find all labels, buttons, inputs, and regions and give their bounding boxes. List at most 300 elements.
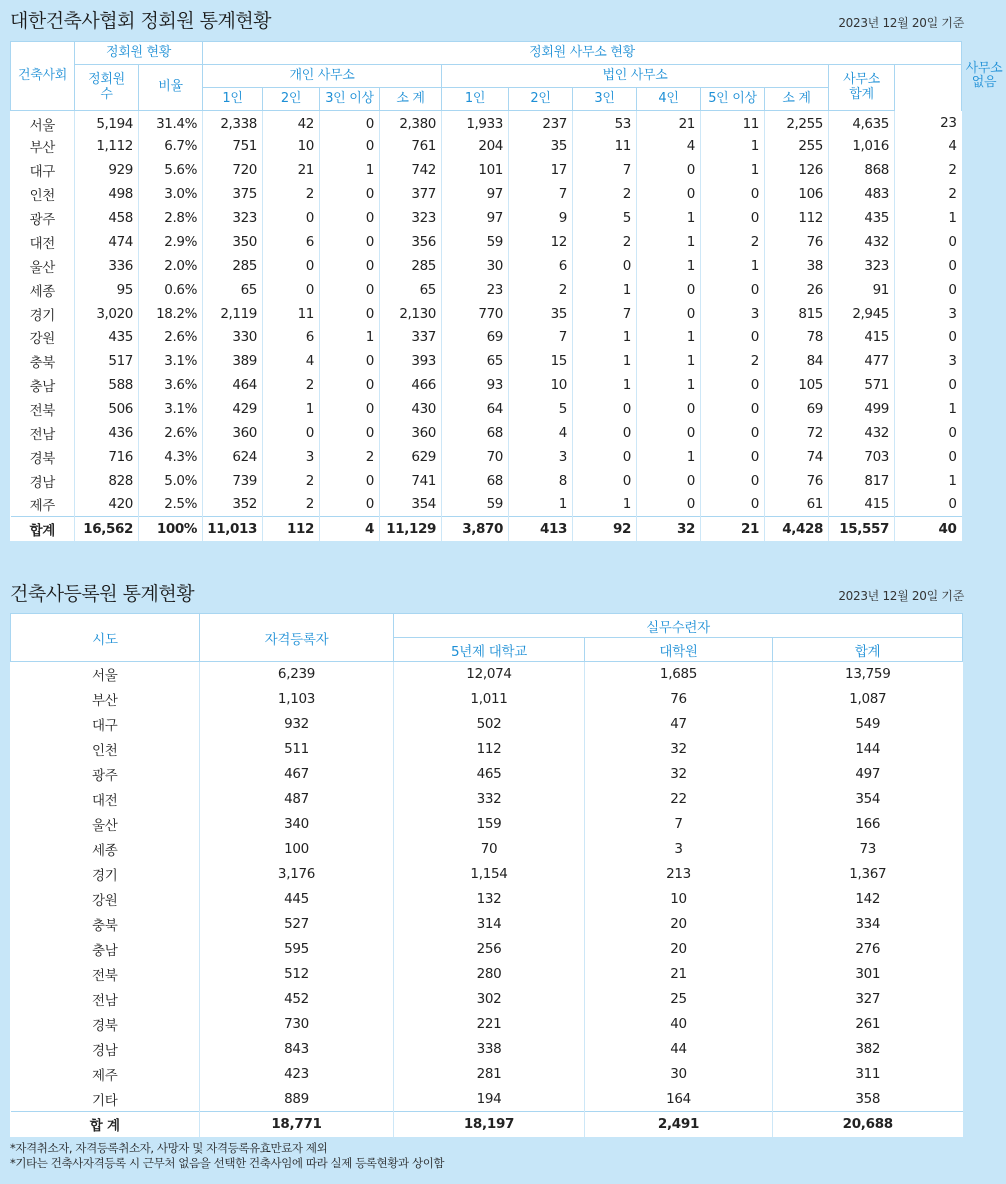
value-cell: 0	[701, 182, 765, 206]
value-cell: 595	[200, 937, 394, 962]
region-cell: 경북	[92, 1018, 118, 1034]
value-cell: 22	[585, 787, 773, 812]
value-cell: 1	[573, 349, 637, 373]
table-row	[11, 373, 962, 397]
value-cell: 0	[320, 421, 380, 445]
value-cell: 70	[394, 837, 585, 862]
value-cell: 464	[203, 373, 263, 397]
value-cell: 18.2%	[139, 302, 203, 326]
value-cell: 375	[203, 182, 263, 206]
value-cell: 477	[829, 349, 895, 373]
value-cell: 72	[765, 421, 829, 445]
value-cell: 280	[394, 962, 585, 987]
table-row	[11, 445, 962, 469]
registration-stats-header	[0, 573, 978, 611]
table-row	[11, 762, 963, 787]
value-cell: 2	[509, 278, 573, 302]
value-cell: 132	[394, 887, 585, 912]
value-cell: 742	[380, 158, 442, 182]
value-cell: 413	[509, 517, 573, 541]
value-cell: 629	[380, 445, 442, 469]
member-stats-table: 건축사회 정회원 현황 정회원 사무소 현황 사무소 없음 정회원 수 비율 개인 사무소 법인 사무소 사무소 합계 1인 2인 3인 이상 소 계 1인 2인 3인 4인 5인 이상 소 계 서울 5,194 31.4% 2,338 42 0 2,380 1,933 237 53 21 11 2,255 4,635 23 부산 1,112 6.7% 751 10 0 761 204 35 11 4 1 255 1,016 4 대구 929 5.6% 720 21 1 742 101 17 7 0 1 126 868 2 인천 498 3.0% 375 2 0 377 97 7 2 0 0 106 483 2 광주 458 2.8% 323 0 0 323 97 9 5 1 0 112 435 1 대전 474 2.9% 350 6 0 356 59 12 2 1 2 76 432 0 울산 336 2.0% 285 0 0 285 30 6 0 1 1 38 323 0 세종 95 0.6% 65 0 0 65 23 2 1 0 0 26 91 0 경기 3,020 18.2% 2,119 11 0 2,130 770 35 7 0 3 815 2,945 3 강원 435 2.6% 330 6 1 337 69 7 1 1 0 78 415 0 충북 517 3.1% 389 4 0 393 65 15 1 1 2 84 477 3 충남 588 3.6% 464 2 0 466 93 10 1 1 0 105 571 0 전북 506 3.1% 429 1 0 430 64 5 0 0 0 69 499 1 전남 436 2.6% 360 0 0 360 68 4 0 0 0 72 432 0 경북 716 4.3% 624 3 2 629 70 3 0 1 0 74 703 0 경남 828 5.0% 739 2 0 741 68 8 0 0 0 76 817 1 제주 420 2.5% 352 2 0 354 59 1 1 0 0 61 415 0 합계 16,562 100% 11,013 112 4 11,129 3,870 413 92 32 21 4,428 15,557 40	[10, 41, 962, 541]
value-cell: 2	[573, 230, 637, 254]
value-cell: 3	[701, 302, 765, 326]
value-cell: 337	[380, 326, 442, 350]
value-cell: 4,635	[829, 111, 895, 135]
value-cell: 1	[895, 469, 962, 493]
value-cell: 76	[765, 230, 829, 254]
region-cell: 제주	[29, 498, 55, 515]
value-cell: 1	[320, 326, 380, 350]
value-cell: 0	[637, 182, 701, 206]
value-cell: 276	[773, 937, 963, 962]
value-cell: 467	[200, 762, 394, 787]
value-cell: 741	[380, 469, 442, 493]
value-cell: 0	[637, 302, 701, 326]
value-cell: 2,491	[585, 1112, 773, 1137]
value-cell: 4.3%	[139, 445, 203, 469]
value-cell: 91	[829, 278, 895, 302]
value-cell: 0	[637, 278, 701, 302]
value-cell: 549	[773, 712, 963, 737]
value-cell: 0	[320, 493, 380, 517]
value-cell: 3	[585, 837, 773, 862]
value-cell: 12	[509, 230, 573, 254]
value-cell: 0	[895, 230, 962, 254]
table-row	[11, 1062, 963, 1087]
value-cell: 21	[701, 517, 765, 541]
region-cell: 울산	[92, 818, 118, 834]
value-cell: 502	[394, 712, 585, 737]
value-cell: 2	[895, 158, 962, 182]
value-cell: 76	[585, 687, 773, 712]
value-cell: 932	[200, 712, 394, 737]
header-ratio: 비율	[139, 65, 203, 111]
value-cell: 144	[773, 737, 963, 762]
footnotes	[10, 1141, 444, 1171]
value-cell: 389	[203, 349, 263, 373]
value-cell: 323	[203, 206, 263, 230]
header-registered: 자격등록자	[200, 614, 394, 662]
registration-stats-date: 2023년 12월 20일 기준	[838, 589, 964, 603]
value-cell: 377	[380, 182, 442, 206]
value-cell: 5.0%	[139, 469, 203, 493]
value-cell: 817	[829, 469, 895, 493]
value-cell: 356	[380, 230, 442, 254]
header-trainees: 실무수련자	[394, 614, 963, 638]
table-row	[11, 397, 962, 421]
value-cell: 311	[773, 1062, 963, 1087]
value-cell: 0.6%	[139, 278, 203, 302]
value-cell: 420	[75, 493, 139, 517]
value-cell: 285	[203, 254, 263, 278]
value-cell: 78	[765, 326, 829, 350]
value-cell: 0	[320, 278, 380, 302]
value-cell: 112	[765, 206, 829, 230]
value-cell: 6	[263, 326, 320, 350]
value-cell: 112	[263, 517, 320, 541]
region-cell: 충남	[92, 943, 118, 959]
value-cell: 69	[765, 397, 829, 421]
region-cell: 부산	[29, 140, 55, 157]
value-cell: 751	[203, 134, 263, 158]
value-cell: 59	[442, 493, 509, 517]
value-cell: 20	[585, 912, 773, 937]
value-cell: 2	[701, 230, 765, 254]
value-cell: 739	[203, 469, 263, 493]
value-cell: 2.5%	[139, 493, 203, 517]
header-ind-1: 1인	[203, 88, 263, 111]
value-cell: 10	[585, 887, 773, 912]
value-cell: 498	[75, 182, 139, 206]
value-cell: 1	[701, 254, 765, 278]
value-cell: 511	[200, 737, 394, 762]
value-cell: 1	[895, 397, 962, 421]
value-cell: 7	[573, 158, 637, 182]
value-cell: 0	[701, 493, 765, 517]
value-cell: 0	[320, 397, 380, 421]
value-cell: 70	[442, 445, 509, 469]
header-office-total: 사무소 합계	[829, 65, 895, 111]
value-cell: 25	[585, 987, 773, 1012]
header-ind-2: 2인	[263, 88, 320, 111]
table-row	[11, 206, 962, 230]
value-cell: 5,194	[75, 111, 139, 135]
value-cell: 761	[380, 134, 442, 158]
value-cell: 1	[573, 326, 637, 350]
region-cell: 경기	[29, 307, 55, 324]
value-cell: 194	[394, 1087, 585, 1112]
value-cell: 30	[585, 1062, 773, 1087]
value-cell: 10	[263, 134, 320, 158]
value-cell: 8	[509, 469, 573, 493]
table-row	[11, 1012, 963, 1037]
value-cell: 6,239	[200, 662, 394, 687]
table-row	[11, 326, 962, 350]
value-cell: 93	[442, 373, 509, 397]
value-cell: 2	[895, 182, 962, 206]
region-cell: 부산	[92, 693, 118, 709]
value-cell: 527	[200, 912, 394, 937]
value-cell: 0	[895, 278, 962, 302]
value-cell: 61	[765, 493, 829, 517]
region-cell: 세종	[29, 283, 55, 300]
value-cell: 588	[75, 373, 139, 397]
value-cell: 0	[320, 254, 380, 278]
region-cell: 기타	[92, 1092, 118, 1109]
table-row	[11, 493, 962, 517]
header-ind-3plus: 3인 이상	[320, 88, 380, 111]
value-cell: 44	[585, 1037, 773, 1062]
region-cell: 충남	[29, 379, 55, 396]
value-cell: 2	[701, 349, 765, 373]
value-cell: 68	[442, 469, 509, 493]
value-cell: 458	[75, 206, 139, 230]
value-cell: 0	[263, 206, 320, 230]
value-cell: 0	[320, 349, 380, 373]
value-cell: 281	[394, 1062, 585, 1087]
region-cell: 경남	[92, 1043, 118, 1059]
region-cell: 서울	[29, 117, 55, 134]
value-cell: 327	[773, 987, 963, 1012]
value-cell: 0	[573, 445, 637, 469]
region-cell: 충북	[29, 355, 55, 372]
value-cell: 889	[200, 1087, 394, 1112]
value-cell: 11	[263, 302, 320, 326]
value-cell: 2	[263, 493, 320, 517]
value-cell: 1	[573, 493, 637, 517]
header-individual: 개인 사무소	[203, 65, 442, 88]
table-row	[11, 887, 963, 912]
header-ind-subtotal: 소 계	[380, 88, 442, 111]
value-cell: 0	[573, 469, 637, 493]
value-cell: 1	[637, 445, 701, 469]
value-cell: 35	[509, 134, 573, 158]
value-cell: 11	[573, 134, 637, 158]
value-cell: 21	[585, 962, 773, 987]
value-cell: 0	[637, 421, 701, 445]
value-cell: 0	[637, 397, 701, 421]
value-cell: 0	[320, 182, 380, 206]
registration-stats-table	[10, 613, 963, 1137]
value-cell: 0	[573, 421, 637, 445]
region-cell: 세종	[92, 843, 118, 859]
value-cell: 21	[637, 111, 701, 135]
value-cell: 314	[394, 912, 585, 937]
value-cell: 32	[585, 737, 773, 762]
value-cell: 1	[573, 278, 637, 302]
table-row	[11, 1087, 963, 1112]
value-cell: 0	[637, 158, 701, 182]
value-cell: 929	[75, 158, 139, 182]
value-cell: 336	[75, 254, 139, 278]
value-cell: 261	[773, 1012, 963, 1037]
value-cell: 0	[263, 254, 320, 278]
value-cell: 18,197	[394, 1112, 585, 1137]
value-cell: 354	[773, 787, 963, 812]
value-cell: 0	[701, 421, 765, 445]
total-row	[11, 517, 962, 541]
value-cell: 0	[701, 445, 765, 469]
value-cell: 2.8%	[139, 206, 203, 230]
value-cell: 30	[442, 254, 509, 278]
value-cell: 5.6%	[139, 158, 203, 182]
value-cell: 255	[765, 134, 829, 158]
region-cell: 대구	[29, 164, 55, 181]
value-cell: 2.9%	[139, 230, 203, 254]
value-cell: 256	[394, 937, 585, 962]
value-cell: 26	[765, 278, 829, 302]
value-cell: 350	[203, 230, 263, 254]
value-cell: 74	[765, 445, 829, 469]
value-cell: 3.1%	[139, 349, 203, 373]
region-cell: 합계	[11, 517, 75, 541]
region-cell: 대전	[92, 793, 118, 809]
value-cell: 1	[509, 493, 573, 517]
value-cell: 0	[701, 206, 765, 230]
value-cell: 3,020	[75, 302, 139, 326]
value-cell: 716	[75, 445, 139, 469]
footnote: *기타는 건축사자격등록 시 근무처 없음을 선택한 건축사임에 따라 실제 등록현황과 상이함	[10, 1156, 445, 1170]
value-cell: 571	[829, 373, 895, 397]
value-cell: 166	[773, 812, 963, 837]
value-cell: 59	[442, 230, 509, 254]
value-cell: 487	[200, 787, 394, 812]
value-cell: 20	[585, 937, 773, 962]
table-row	[11, 987, 963, 1012]
value-cell: 506	[75, 397, 139, 421]
table-row	[11, 182, 962, 206]
value-cell: 3	[895, 349, 962, 373]
region-cell: 대구	[92, 718, 118, 734]
value-cell: 76	[765, 469, 829, 493]
value-cell: 0	[320, 469, 380, 493]
table-row	[11, 737, 963, 762]
value-cell: 512	[200, 962, 394, 987]
value-cell: 17	[509, 158, 573, 182]
value-cell: 499	[829, 397, 895, 421]
table-row	[11, 230, 962, 254]
value-cell: 2	[263, 373, 320, 397]
value-cell: 13,759	[773, 662, 963, 687]
value-cell: 1,087	[773, 687, 963, 712]
value-cell: 1	[637, 230, 701, 254]
value-cell: 1	[637, 349, 701, 373]
value-cell: 0	[895, 326, 962, 350]
value-cell: 7	[585, 812, 773, 837]
value-cell: 2,380	[380, 111, 442, 135]
value-cell: 1,685	[585, 662, 773, 687]
value-cell: 302	[394, 987, 585, 1012]
value-cell: 3.6%	[139, 373, 203, 397]
value-cell: 0	[573, 397, 637, 421]
value-cell: 1	[637, 206, 701, 230]
header-office-status: 정회원 사무소 현황	[203, 42, 962, 65]
value-cell: 340	[200, 812, 394, 837]
table-row	[11, 912, 963, 937]
value-cell: 0	[320, 206, 380, 230]
value-cell: 84	[765, 349, 829, 373]
value-cell: 221	[394, 1012, 585, 1037]
value-cell: 517	[75, 349, 139, 373]
value-cell: 393	[380, 349, 442, 373]
value-cell: 429	[203, 397, 263, 421]
value-cell: 1,154	[394, 862, 585, 887]
region-cell: 경기	[92, 868, 118, 884]
value-cell: 15	[509, 349, 573, 373]
header-corp-subtotal: 소 계	[765, 88, 829, 111]
value-cell: 2	[263, 469, 320, 493]
value-cell: 5	[509, 397, 573, 421]
value-cell: 1	[320, 158, 380, 182]
value-cell: 1,112	[75, 134, 139, 158]
value-cell: 3	[263, 445, 320, 469]
header-corp-5plus: 5인 이상	[701, 88, 765, 111]
region-cell: 전북	[92, 968, 118, 984]
value-cell: 432	[829, 230, 895, 254]
registration-stats-title: 건축사등록원 통계현황	[10, 583, 195, 605]
region-cell: 울산	[29, 259, 55, 276]
value-cell: 0	[701, 397, 765, 421]
region-cell: 합 계	[11, 1112, 200, 1137]
value-cell: 285	[380, 254, 442, 278]
value-cell: 31.4%	[139, 111, 203, 135]
value-cell: 497	[773, 762, 963, 787]
table-row	[11, 158, 962, 182]
value-cell: 42	[263, 111, 320, 135]
value-cell: 4	[320, 517, 380, 541]
value-cell: 1	[637, 326, 701, 350]
table-row	[11, 837, 963, 862]
region-cell: 경북	[29, 450, 55, 467]
value-cell: 7	[509, 326, 573, 350]
value-cell: 483	[829, 182, 895, 206]
value-cell: 5	[573, 206, 637, 230]
value-cell: 2	[320, 445, 380, 469]
value-cell: 843	[200, 1037, 394, 1062]
value-cell: 1	[263, 397, 320, 421]
value-cell: 6.7%	[139, 134, 203, 158]
table-row	[11, 812, 963, 837]
table-row	[11, 687, 963, 712]
value-cell: 73	[773, 837, 963, 862]
value-cell: 1,367	[773, 862, 963, 887]
value-cell: 2,338	[203, 111, 263, 135]
value-cell: 3,870	[442, 517, 509, 541]
value-cell: 828	[75, 469, 139, 493]
value-cell: 101	[442, 158, 509, 182]
value-cell: 332	[394, 787, 585, 812]
value-cell: 3	[895, 302, 962, 326]
value-cell: 352	[203, 493, 263, 517]
value-cell: 1	[701, 134, 765, 158]
value-cell: 1	[701, 158, 765, 182]
value-cell: 0	[895, 254, 962, 278]
value-cell: 0	[263, 278, 320, 302]
table-row	[11, 111, 962, 135]
value-cell: 47	[585, 712, 773, 737]
value-cell: 0	[263, 421, 320, 445]
value-cell: 3	[509, 445, 573, 469]
value-cell: 770	[442, 302, 509, 326]
value-cell: 474	[75, 230, 139, 254]
value-cell: 0	[637, 493, 701, 517]
value-cell: 53	[573, 111, 637, 135]
value-cell: 40	[585, 1012, 773, 1037]
value-cell: 330	[203, 326, 263, 350]
value-cell: 65	[380, 278, 442, 302]
value-cell: 0	[320, 302, 380, 326]
value-cell: 0	[895, 421, 962, 445]
value-cell: 92	[573, 517, 637, 541]
header-corp-3: 3인	[573, 88, 637, 111]
footnote: *자격취소자, 자격등록취소자, 사망자 및 자격등록유효만료자 제외	[10, 1141, 328, 1155]
value-cell: 40	[895, 517, 962, 541]
value-cell: 3.1%	[139, 397, 203, 421]
region-cell: 경남	[29, 474, 55, 491]
table-row	[11, 134, 962, 158]
value-cell: 432	[829, 421, 895, 445]
header-five-year: 5년제 대학교	[394, 638, 585, 662]
value-cell: 112	[394, 737, 585, 762]
value-cell: 1,933	[442, 111, 509, 135]
value-cell: 0	[573, 254, 637, 278]
value-cell: 38	[765, 254, 829, 278]
value-cell: 360	[203, 421, 263, 445]
value-cell: 2,130	[380, 302, 442, 326]
table-row	[11, 937, 963, 962]
value-cell: 436	[75, 421, 139, 445]
